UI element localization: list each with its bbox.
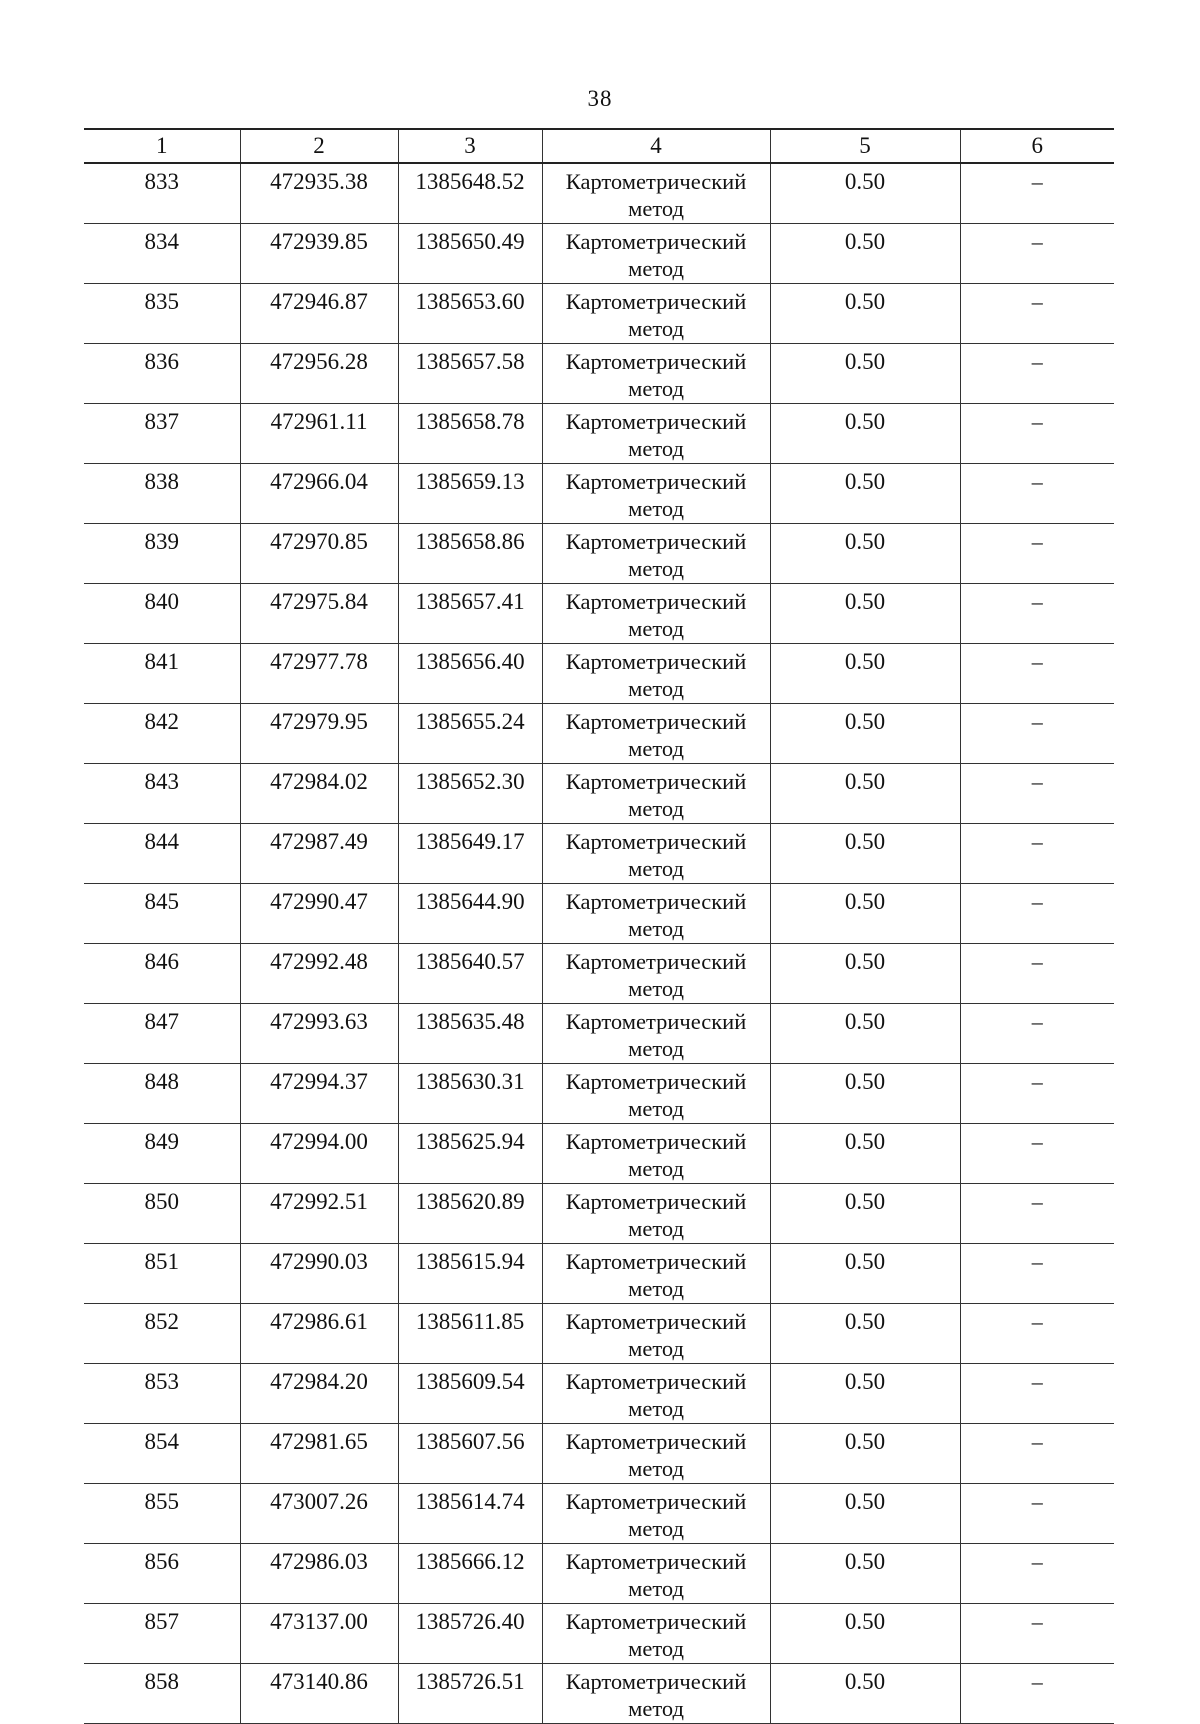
method-cell: Картометрический метод [542, 764, 770, 824]
table-body [84, 163, 1114, 1724]
method-cell: Картометрический метод [542, 163, 770, 224]
column-header-3: 3 [398, 129, 542, 163]
point-number-cell: 844 [84, 824, 240, 884]
method-cell: Картометрический метод [542, 944, 770, 1004]
table-row [84, 944, 1114, 1004]
table-row [84, 764, 1114, 824]
x-coordinate-cell: 472939.85 [240, 224, 398, 284]
y-coordinate-cell: 1385620.89 [398, 1184, 542, 1244]
accuracy-cell: 0.50 [770, 1484, 960, 1544]
note-cell: – [960, 1124, 1114, 1184]
note-cell: – [960, 1004, 1114, 1064]
note-cell: – [960, 224, 1114, 284]
y-coordinate-cell: 1385648.52 [398, 163, 542, 224]
note-cell: – [960, 163, 1114, 224]
note-cell: – [960, 584, 1114, 644]
x-coordinate-cell: 472975.84 [240, 584, 398, 644]
note-cell: – [960, 1484, 1114, 1544]
x-coordinate-cell: 472986.61 [240, 1304, 398, 1364]
y-coordinate-cell: 1385611.85 [398, 1304, 542, 1364]
point-number-cell: 834 [84, 224, 240, 284]
accuracy-cell: 0.50 [770, 1004, 960, 1064]
note-cell: – [960, 284, 1114, 344]
table-row [84, 584, 1114, 644]
x-coordinate-cell: 472984.02 [240, 764, 398, 824]
accuracy-cell: 0.50 [770, 1544, 960, 1604]
accuracy-cell: 0.50 [770, 764, 960, 824]
method-cell: Картометрический метод [542, 404, 770, 464]
method-cell: Картометрический метод [542, 344, 770, 404]
table-row [84, 1184, 1114, 1244]
point-number-cell: 853 [84, 1364, 240, 1424]
table-row [84, 404, 1114, 464]
table-row [84, 704, 1114, 764]
x-coordinate-cell: 472981.65 [240, 1424, 398, 1484]
table-row [84, 1364, 1114, 1424]
point-number-cell: 849 [84, 1124, 240, 1184]
method-cell: Картометрический метод [542, 884, 770, 944]
table-row [84, 524, 1114, 584]
note-cell: – [960, 464, 1114, 524]
accuracy-cell: 0.50 [770, 404, 960, 464]
y-coordinate-cell: 1385649.17 [398, 824, 542, 884]
note-cell: – [960, 1424, 1114, 1484]
note-cell: – [960, 1664, 1114, 1724]
table-row [84, 884, 1114, 944]
y-coordinate-cell: 1385726.51 [398, 1664, 542, 1724]
method-cell: Картометрический метод [542, 1064, 770, 1124]
point-number-cell: 842 [84, 704, 240, 764]
x-coordinate-cell: 472992.48 [240, 944, 398, 1004]
accuracy-cell: 0.50 [770, 1184, 960, 1244]
note-cell: – [960, 404, 1114, 464]
method-cell: Картометрический метод [542, 584, 770, 644]
y-coordinate-cell: 1385657.58 [398, 344, 542, 404]
x-coordinate-cell: 472992.51 [240, 1184, 398, 1244]
x-coordinate-cell: 472970.85 [240, 524, 398, 584]
point-number-cell: 836 [84, 344, 240, 404]
table-header-row [84, 129, 1114, 163]
accuracy-cell: 0.50 [770, 824, 960, 884]
y-coordinate-cell: 1385653.60 [398, 284, 542, 344]
coordinates-table [84, 128, 1114, 1724]
note-cell: – [960, 1544, 1114, 1604]
accuracy-cell: 0.50 [770, 224, 960, 284]
column-header-2: 2 [240, 129, 398, 163]
point-number-cell: 847 [84, 1004, 240, 1064]
accuracy-cell: 0.50 [770, 944, 960, 1004]
accuracy-cell: 0.50 [770, 344, 960, 404]
accuracy-cell: 0.50 [770, 1424, 960, 1484]
point-number-cell: 839 [84, 524, 240, 584]
method-cell: Картометрический метод [542, 1184, 770, 1244]
x-coordinate-cell: 472977.78 [240, 644, 398, 704]
accuracy-cell: 0.50 [770, 464, 960, 524]
x-coordinate-cell: 472993.63 [240, 1004, 398, 1064]
x-coordinate-cell: 472994.00 [240, 1124, 398, 1184]
x-coordinate-cell: 472956.28 [240, 344, 398, 404]
point-number-cell: 833 [84, 163, 240, 224]
point-number-cell: 855 [84, 1484, 240, 1544]
y-coordinate-cell: 1385658.78 [398, 404, 542, 464]
table-row [84, 284, 1114, 344]
point-number-cell: 856 [84, 1544, 240, 1604]
accuracy-cell: 0.50 [770, 1124, 960, 1184]
x-coordinate-cell: 472979.95 [240, 704, 398, 764]
y-coordinate-cell: 1385609.54 [398, 1364, 542, 1424]
method-cell: Картометрический метод [542, 824, 770, 884]
table-row [84, 1424, 1114, 1484]
table-row [84, 1604, 1114, 1664]
note-cell: – [960, 524, 1114, 584]
method-cell: Картометрический метод [542, 644, 770, 704]
point-number-cell: 857 [84, 1604, 240, 1664]
accuracy-cell: 0.50 [770, 1244, 960, 1304]
note-cell: – [960, 644, 1114, 704]
x-coordinate-cell: 472990.03 [240, 1244, 398, 1304]
accuracy-cell: 0.50 [770, 644, 960, 704]
note-cell: – [960, 1064, 1114, 1124]
x-coordinate-cell: 473140.86 [240, 1664, 398, 1724]
x-coordinate-cell: 472994.37 [240, 1064, 398, 1124]
method-cell: Картометрический метод [542, 1484, 770, 1544]
point-number-cell: 848 [84, 1064, 240, 1124]
method-cell: Картометрический метод [542, 1664, 770, 1724]
method-cell: Картометрический метод [542, 524, 770, 584]
note-cell: – [960, 1304, 1114, 1364]
table-row [84, 224, 1114, 284]
y-coordinate-cell: 1385607.56 [398, 1424, 542, 1484]
accuracy-cell: 0.50 [770, 524, 960, 584]
point-number-cell: 835 [84, 284, 240, 344]
y-coordinate-cell: 1385659.13 [398, 464, 542, 524]
table-row [84, 1064, 1114, 1124]
method-cell: Картометрический метод [542, 704, 770, 764]
column-header-1: 1 [84, 129, 240, 163]
accuracy-cell: 0.50 [770, 1364, 960, 1424]
x-coordinate-cell: 473137.00 [240, 1604, 398, 1664]
point-number-cell: 850 [84, 1184, 240, 1244]
note-cell: – [960, 1604, 1114, 1664]
accuracy-cell: 0.50 [770, 584, 960, 644]
method-cell: Картометрический метод [542, 1304, 770, 1364]
point-number-cell: 845 [84, 884, 240, 944]
method-cell: Картометрический метод [542, 1544, 770, 1604]
accuracy-cell: 0.50 [770, 704, 960, 764]
method-cell: Картометрический метод [542, 284, 770, 344]
note-cell: – [960, 764, 1114, 824]
note-cell: – [960, 704, 1114, 764]
x-coordinate-cell: 472987.49 [240, 824, 398, 884]
table-row [84, 344, 1114, 404]
point-number-cell: 843 [84, 764, 240, 824]
method-cell: Картометрический метод [542, 224, 770, 284]
note-cell: – [960, 1364, 1114, 1424]
method-cell: Картометрический метод [542, 1004, 770, 1064]
point-number-cell: 846 [84, 944, 240, 1004]
table-row [84, 464, 1114, 524]
y-coordinate-cell: 1385625.94 [398, 1124, 542, 1184]
accuracy-cell: 0.50 [770, 1664, 960, 1724]
point-number-cell: 852 [84, 1304, 240, 1364]
x-coordinate-cell: 472961.11 [240, 404, 398, 464]
column-header-5: 5 [770, 129, 960, 163]
method-cell: Картометрический метод [542, 1424, 770, 1484]
point-number-cell: 838 [84, 464, 240, 524]
y-coordinate-cell: 1385726.40 [398, 1604, 542, 1664]
column-header-4: 4 [542, 129, 770, 163]
x-coordinate-cell: 472984.20 [240, 1364, 398, 1424]
note-cell: – [960, 1184, 1114, 1244]
y-coordinate-cell: 1385655.24 [398, 704, 542, 764]
table-row [84, 824, 1114, 884]
x-coordinate-cell: 472990.47 [240, 884, 398, 944]
point-number-cell: 854 [84, 1424, 240, 1484]
note-cell: – [960, 944, 1114, 1004]
y-coordinate-cell: 1385644.90 [398, 884, 542, 944]
accuracy-cell: 0.50 [770, 163, 960, 224]
point-number-cell: 837 [84, 404, 240, 464]
y-coordinate-cell: 1385630.31 [398, 1064, 542, 1124]
point-number-cell: 851 [84, 1244, 240, 1304]
accuracy-cell: 0.50 [770, 884, 960, 944]
table-row [84, 644, 1114, 704]
table-row [84, 1484, 1114, 1544]
y-coordinate-cell: 1385640.57 [398, 944, 542, 1004]
y-coordinate-cell: 1385658.86 [398, 524, 542, 584]
note-cell: – [960, 344, 1114, 404]
table-row [84, 1004, 1114, 1064]
y-coordinate-cell: 1385652.30 [398, 764, 542, 824]
table-row [84, 1124, 1114, 1184]
x-coordinate-cell: 472966.04 [240, 464, 398, 524]
note-cell: – [960, 884, 1114, 944]
note-cell: – [960, 824, 1114, 884]
page-number: 38 [587, 86, 613, 111]
point-number-cell: 841 [84, 644, 240, 704]
column-header-6: 6 [960, 129, 1114, 163]
point-number-cell: 840 [84, 584, 240, 644]
table-row [84, 163, 1114, 224]
x-coordinate-cell: 472986.03 [240, 1544, 398, 1604]
method-cell: Картометрический метод [542, 1124, 770, 1184]
table-row [84, 1664, 1114, 1724]
table-row [84, 1244, 1114, 1304]
accuracy-cell: 0.50 [770, 284, 960, 344]
table-row [84, 1544, 1114, 1604]
accuracy-cell: 0.50 [770, 1304, 960, 1364]
method-cell: Картометрический метод [542, 464, 770, 524]
x-coordinate-cell: 472935.38 [240, 163, 398, 224]
y-coordinate-cell: 1385656.40 [398, 644, 542, 704]
method-cell: Картометрический метод [542, 1604, 770, 1664]
note-cell: – [960, 1244, 1114, 1304]
method-cell: Картометрический метод [542, 1364, 770, 1424]
y-coordinate-cell: 1385650.49 [398, 224, 542, 284]
y-coordinate-cell: 1385614.74 [398, 1484, 542, 1544]
y-coordinate-cell: 1385635.48 [398, 1004, 542, 1064]
y-coordinate-cell: 1385666.12 [398, 1544, 542, 1604]
accuracy-cell: 0.50 [770, 1604, 960, 1664]
method-cell: Картометрический метод [542, 1244, 770, 1304]
accuracy-cell: 0.50 [770, 1064, 960, 1124]
y-coordinate-cell: 1385657.41 [398, 584, 542, 644]
y-coordinate-cell: 1385615.94 [398, 1244, 542, 1304]
point-number-cell: 858 [84, 1664, 240, 1724]
table-row [84, 1304, 1114, 1364]
x-coordinate-cell: 472946.87 [240, 284, 398, 344]
x-coordinate-cell: 473007.26 [240, 1484, 398, 1544]
